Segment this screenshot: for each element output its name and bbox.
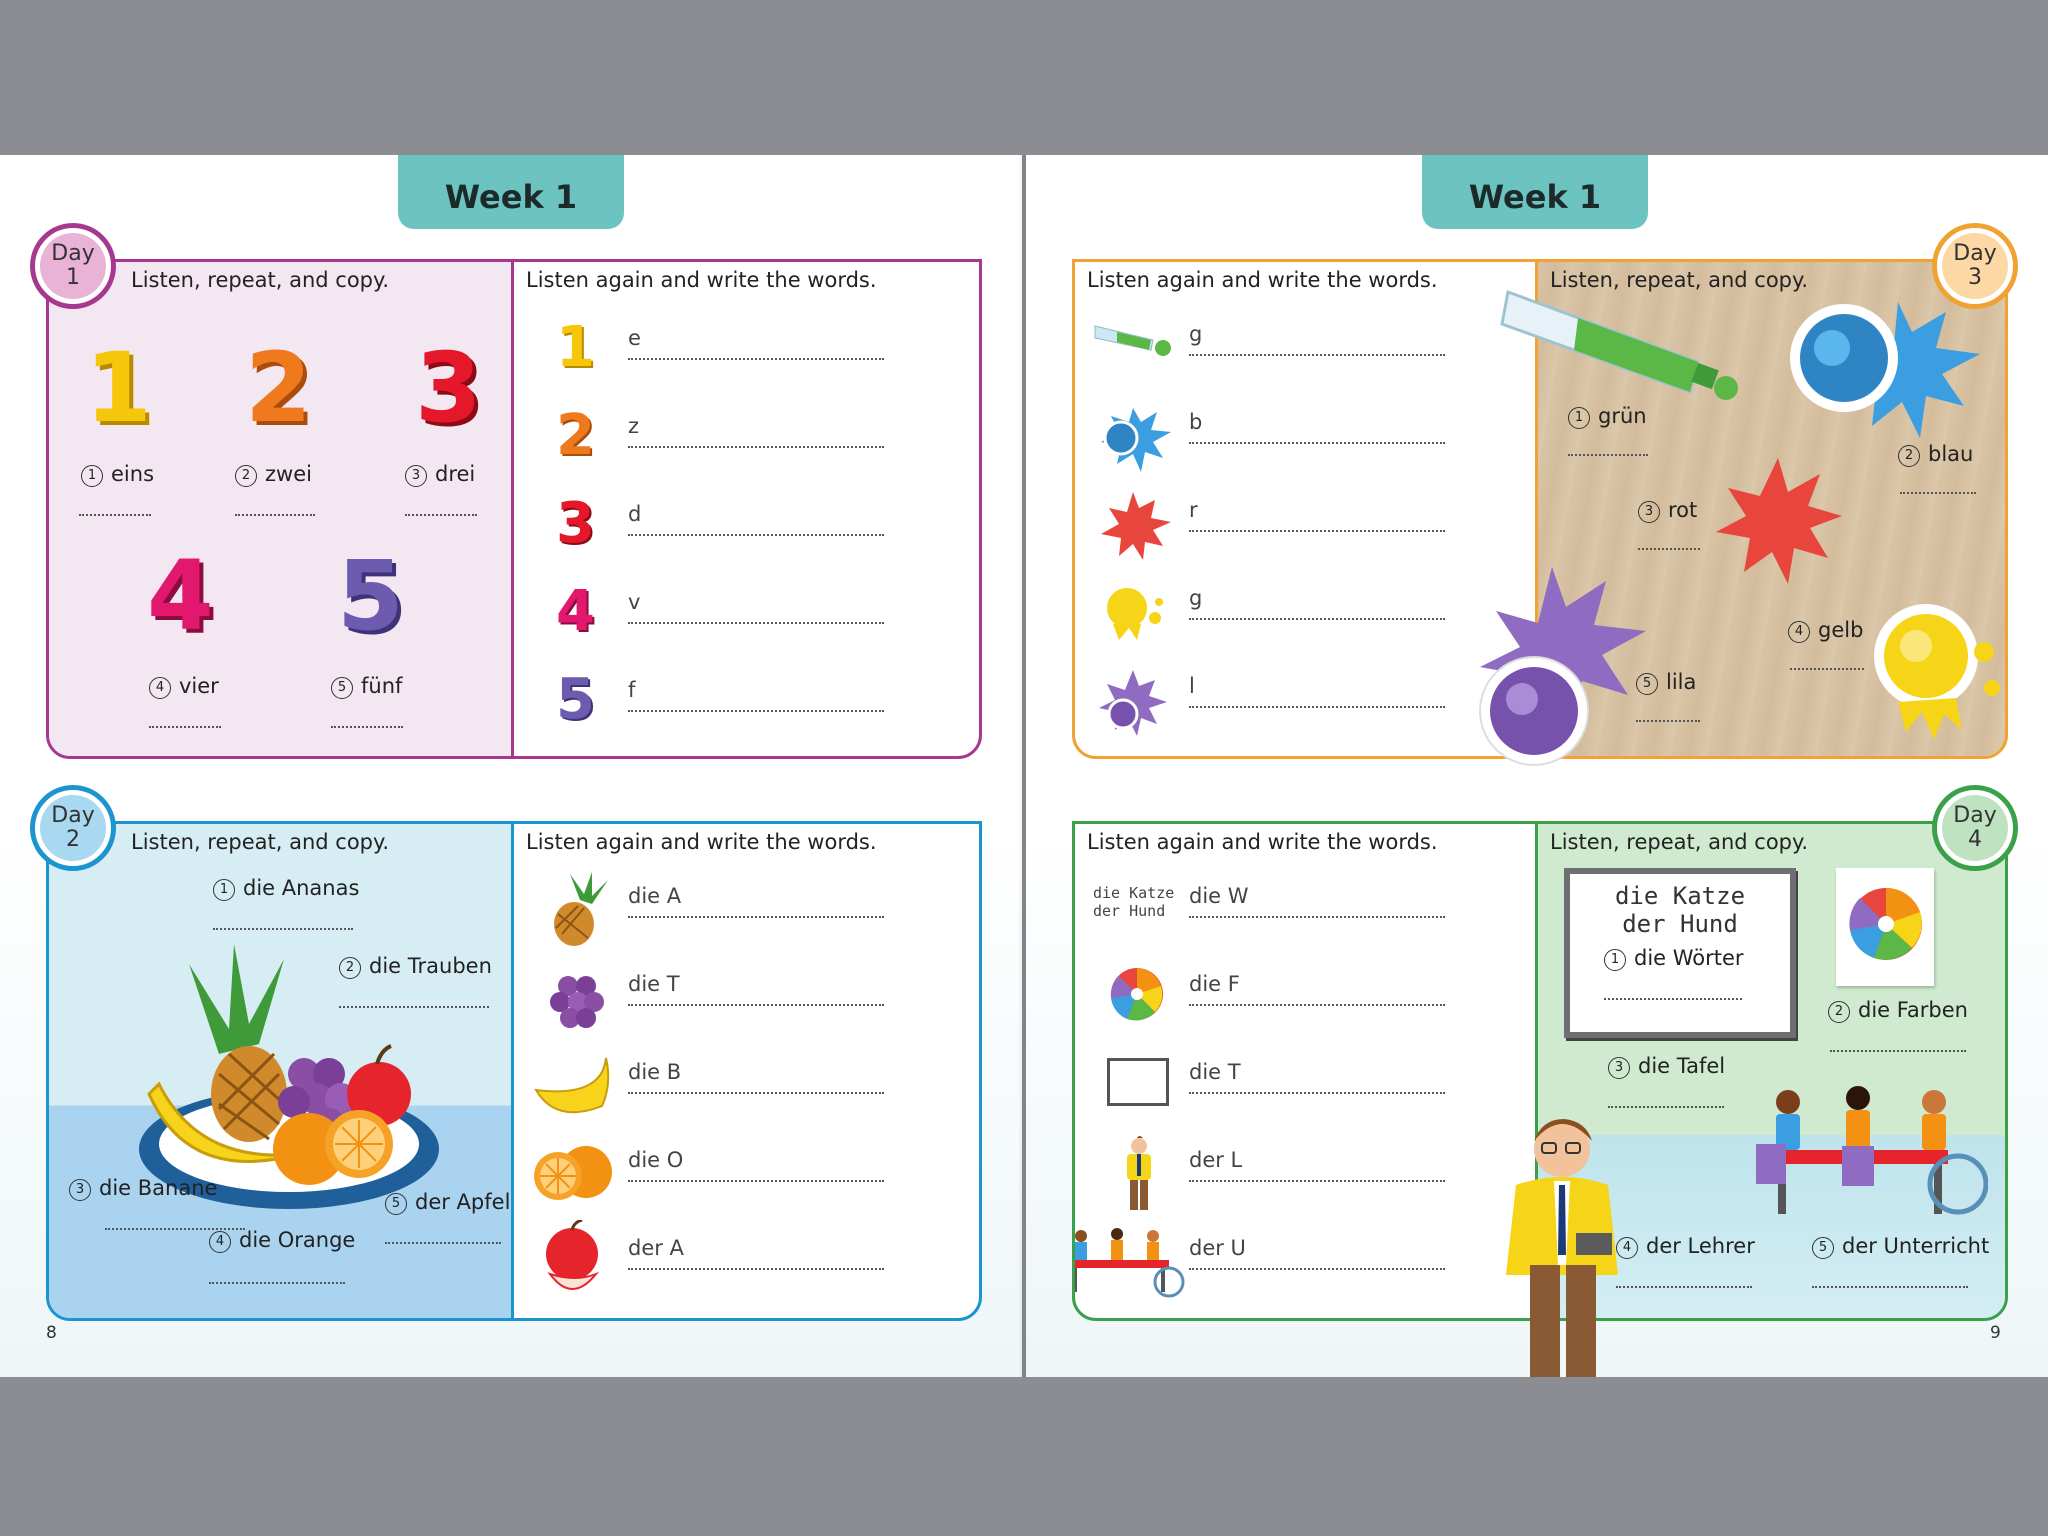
label-word: die Trauben [369, 954, 492, 978]
color-label-3 [1638, 498, 1697, 523]
label-word: grün [1598, 404, 1647, 428]
board-icon [1107, 1058, 1169, 1106]
label-word: gelb [1818, 618, 1864, 642]
label-word: blau [1928, 442, 1974, 466]
write-row [514, 490, 979, 570]
write-line[interactable] [1189, 442, 1445, 444]
classroom-label-3 [1608, 1054, 1725, 1079]
classroom-label-2 [1828, 998, 1968, 1023]
write-hint: z [628, 414, 640, 438]
write-line[interactable] [628, 1180, 884, 1182]
purple-paint-image [1452, 559, 1652, 779]
write-line[interactable] [1189, 618, 1445, 620]
copy-line[interactable] [213, 928, 353, 930]
day-2-badge [30, 785, 116, 871]
copy-line[interactable] [1604, 998, 1742, 1000]
number-2-label [235, 462, 312, 487]
write-hint: d [628, 502, 642, 526]
write-line[interactable] [1189, 1092, 1445, 1094]
color-chart-poster [1836, 868, 1934, 986]
write-hint: die T [628, 972, 680, 996]
label-index: 3 [69, 1179, 91, 1201]
day-2-copy-section [49, 824, 511, 1318]
day-1-badge [30, 223, 116, 309]
label-index: 2 [1898, 445, 1920, 467]
copy-line[interactable] [1568, 454, 1648, 456]
label-index: 5 [1636, 673, 1658, 695]
day-1-copy-section [49, 262, 511, 756]
write-line[interactable] [1189, 354, 1445, 356]
write-hint: f [628, 678, 636, 702]
day-2-panel [46, 821, 982, 1321]
day-3-instruction-write: Listen again and write the words. [1087, 268, 1438, 292]
day-3-badge [1932, 223, 2018, 309]
page-number: 9 [1990, 1323, 2001, 1343]
right-page [1026, 155, 2048, 1377]
write-line[interactable] [1189, 706, 1445, 708]
badge-day-label: Day [1953, 241, 1997, 266]
number-1-label [81, 462, 154, 487]
color-label-2 [1898, 442, 1973, 467]
badge-day-label: Day [51, 803, 95, 828]
label-index: 4 [149, 677, 171, 699]
book-spread [0, 155, 2048, 1377]
label-index: 1 [1568, 407, 1590, 429]
fruit-label-3 [69, 1176, 217, 1201]
copy-line[interactable] [385, 1242, 501, 1244]
label-word: der Apfel [415, 1190, 511, 1214]
number-2-graphic: 2 [245, 332, 312, 444]
fruit-label-4 [209, 1228, 355, 1253]
label-word: der Lehrer [1646, 1234, 1755, 1258]
write-row [1075, 872, 1535, 952]
page-number: 8 [46, 1323, 57, 1343]
write-row [514, 1048, 979, 1128]
grapes-icon [540, 964, 612, 1034]
label-index: 3 [1638, 501, 1660, 523]
write-line[interactable] [628, 358, 884, 360]
copy-line[interactable] [235, 514, 315, 516]
number-5-graphic: 5 [337, 540, 404, 652]
fruit-label-1 [213, 876, 359, 901]
number-1-graphic: 1 [85, 332, 152, 444]
write-hint: die O [628, 1148, 684, 1172]
label-word: lila [1666, 670, 1697, 694]
label-word: rot [1668, 498, 1698, 522]
copy-line[interactable] [1638, 548, 1700, 550]
write-hint: g [1189, 586, 1203, 610]
number-5-icon: 5 [556, 667, 595, 732]
write-line[interactable] [628, 446, 884, 448]
label-word: die Orange [239, 1228, 356, 1252]
label-index: 1 [213, 879, 235, 901]
classroom-label-1 [1604, 946, 1744, 971]
day-1-instruction-copy: Listen, repeat, and copy. [131, 268, 390, 292]
label-index: 5 [331, 677, 353, 699]
label-word: die Banane [99, 1176, 218, 1200]
badge-day-number: 3 [1968, 265, 1982, 290]
badge-day-label: Day [51, 241, 95, 266]
write-row [514, 578, 979, 658]
write-row [514, 872, 979, 952]
write-hint: der L [1189, 1148, 1243, 1172]
color-wheel-icon [1848, 886, 1924, 962]
classroom-label-4 [1616, 1234, 1755, 1259]
copy-line[interactable] [209, 1282, 345, 1284]
badge-day-number: 4 [1968, 827, 1982, 852]
red-paint-splat-image [1708, 452, 1848, 592]
label-index: 5 [1812, 1237, 1834, 1259]
day-2-instruction-copy: Listen, repeat, and copy. [131, 830, 390, 854]
copy-line[interactable] [331, 726, 403, 728]
number-4-label [149, 674, 219, 699]
label-word: die Ananas [243, 876, 360, 900]
day-4-instruction-copy: Listen, repeat, and copy. [1550, 830, 1809, 854]
color-label-1 [1568, 404, 1647, 429]
label-word: drei [435, 462, 476, 486]
copy-line[interactable] [1790, 668, 1864, 670]
apple-icon [540, 1220, 610, 1310]
day-1-panel [46, 259, 982, 759]
copy-line[interactable] [1616, 1286, 1752, 1288]
board-word: die Katze [1614, 882, 1746, 910]
write-hint: die B [628, 1060, 682, 1084]
mini-word: der Hund [1093, 902, 1166, 920]
write-hint: g [1189, 322, 1203, 346]
day-1-write-section [514, 262, 979, 756]
green-paint-tube-image [1498, 282, 1748, 422]
label-index: 4 [1616, 1237, 1638, 1259]
write-hint: der U [1189, 1236, 1246, 1260]
write-hint: die A [628, 884, 682, 908]
copy-line[interactable] [405, 514, 477, 516]
day-2-instruction-write: Listen again and write the words. [526, 830, 877, 854]
yellow-paint-image [1868, 592, 2008, 759]
label-index: 2 [235, 465, 257, 487]
label-word: fünf [361, 674, 403, 698]
color-wheel-icon [1109, 966, 1169, 1026]
copy-line[interactable] [79, 514, 151, 516]
orange-icon [532, 1138, 616, 1208]
label-index: 2 [1828, 1001, 1850, 1023]
board-words [1570, 882, 1790, 938]
label-index: 4 [1788, 621, 1810, 643]
classroom-label-5 [1812, 1234, 1989, 1259]
write-line[interactable] [628, 534, 884, 536]
label-index: 2 [339, 957, 361, 979]
write-hint: v [628, 590, 641, 614]
board-word: der Hund [1622, 910, 1738, 938]
blue-paint-splat-icon [1093, 398, 1177, 474]
day-4-write-section [1075, 824, 1535, 1318]
number-5-label [331, 674, 402, 699]
write-line[interactable] [628, 622, 884, 624]
number-3-graphic: 3 [415, 332, 482, 444]
label-word: die Wörter [1634, 946, 1744, 970]
week-tab: Week 1 [1422, 155, 1648, 229]
label-index: 4 [209, 1231, 231, 1253]
write-line[interactable] [1189, 1180, 1445, 1182]
copy-line[interactable] [1830, 1050, 1966, 1052]
day-1-instruction-write: Listen again and write the words. [526, 268, 877, 292]
write-hint: l [1189, 674, 1195, 698]
number-3-label [405, 462, 475, 487]
write-line[interactable] [628, 1004, 884, 1006]
copy-line[interactable] [1900, 492, 1976, 494]
write-hint: die T [1189, 1060, 1241, 1084]
color-label-4 [1788, 618, 1863, 643]
write-line[interactable] [1189, 916, 1445, 918]
label-word: zwei [265, 462, 312, 486]
write-row [1075, 486, 1535, 566]
label-word: eins [111, 462, 155, 486]
write-row [514, 1224, 979, 1304]
copy-line[interactable] [1608, 1106, 1724, 1108]
blackboard-image [1564, 868, 1796, 1038]
write-row [1075, 1048, 1535, 1128]
number-1-icon: 1 [556, 315, 595, 380]
write-hint: e [628, 326, 641, 350]
write-row [1075, 960, 1535, 1040]
number-4-icon: 4 [556, 579, 595, 644]
words-mini-icon [1093, 884, 1174, 920]
label-word: vier [179, 674, 219, 698]
teacher-image [1496, 1115, 1636, 1377]
label-word: die Farben [1858, 998, 1968, 1022]
write-row [514, 666, 979, 746]
write-hint: die W [1189, 884, 1249, 908]
mini-word: die Katze [1093, 884, 1175, 902]
blue-paint-image [1788, 292, 1988, 442]
copy-line[interactable] [339, 1006, 489, 1008]
write-row [1075, 1136, 1535, 1216]
write-line[interactable] [1189, 530, 1445, 532]
number-2-icon: 2 [556, 403, 595, 468]
write-hint: b [1189, 410, 1203, 434]
day-4-instruction-write: Listen again and write the words. [1087, 830, 1438, 854]
write-row [1075, 1224, 1535, 1304]
write-row [514, 314, 979, 394]
yellow-paint-pot-icon [1093, 574, 1177, 650]
classroom-image [1738, 1084, 1988, 1224]
week-tab: Week 1 [398, 155, 624, 229]
day-2-write-section [514, 824, 979, 1318]
badge-day-number: 1 [66, 265, 80, 290]
left-page [0, 155, 1022, 1377]
fruit-label-2 [339, 954, 492, 979]
badge-day-label: Day [1953, 803, 1997, 828]
classroom-icon [1072, 1224, 1189, 1304]
label-index: 3 [405, 465, 427, 487]
label-word: die Tafel [1638, 1054, 1726, 1078]
copy-line[interactable] [1812, 1286, 1968, 1288]
write-row [514, 960, 979, 1040]
pineapple-icon [540, 872, 612, 948]
label-index: 1 [81, 465, 103, 487]
green-paint-tube-icon [1093, 318, 1177, 358]
number-3-icon: 3 [556, 491, 595, 556]
write-hint: der A [628, 1236, 684, 1260]
banana-icon [532, 1050, 612, 1120]
label-index: 1 [1604, 949, 1626, 971]
write-line[interactable] [1189, 1004, 1445, 1006]
write-hint: die F [1189, 972, 1240, 996]
day-4-badge [1932, 785, 2018, 871]
purple-paint-pot-icon [1093, 662, 1177, 738]
number-4-graphic: 4 [147, 540, 214, 652]
label-word: der Unterricht [1842, 1234, 1990, 1258]
write-row [514, 1136, 979, 1216]
write-line[interactable] [628, 916, 884, 918]
badge-day-number: 2 [66, 827, 80, 852]
write-hint: r [1189, 498, 1198, 522]
copy-line[interactable] [149, 726, 221, 728]
fruit-label-5 [385, 1190, 510, 1215]
teacher-icon [1119, 1136, 1159, 1216]
write-line[interactable] [628, 710, 884, 712]
write-line[interactable] [628, 1092, 884, 1094]
write-line[interactable] [1189, 1268, 1445, 1270]
label-index: 5 [385, 1193, 407, 1215]
day-3-instruction-copy: Listen, repeat, and copy. [1550, 268, 1809, 292]
write-row [1075, 398, 1535, 478]
label-index: 3 [1608, 1057, 1630, 1079]
red-paint-splat-icon [1093, 486, 1177, 562]
write-line[interactable] [628, 1268, 884, 1270]
write-row [1075, 310, 1535, 390]
write-row [514, 402, 979, 482]
